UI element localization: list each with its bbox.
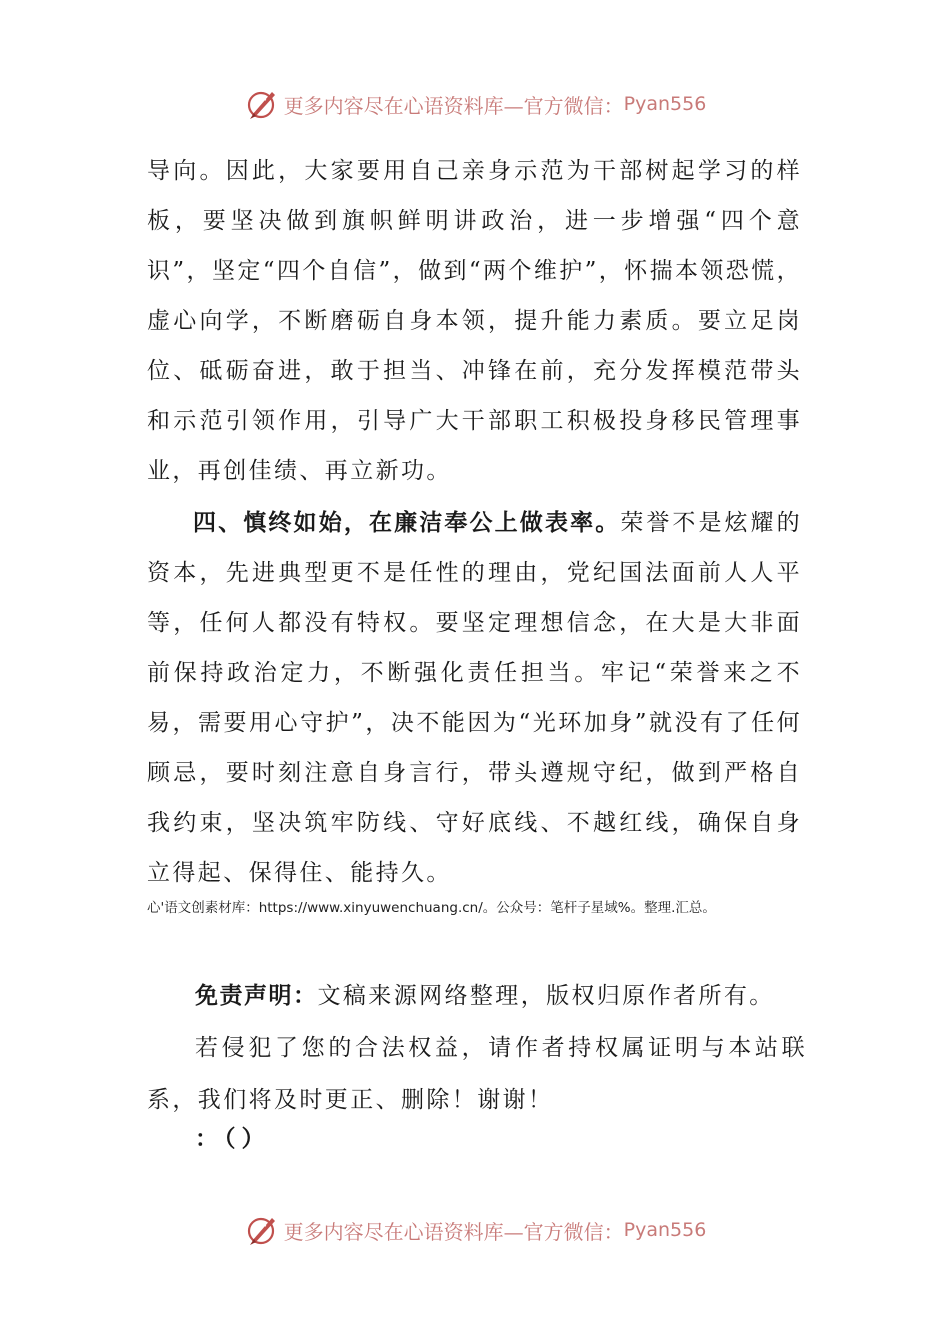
footer-banner (0, 1210, 950, 1250)
body-paragraph-1: 导向。因此，大家要用自己亲身示范为干部树起学习的样板，要坚决做到旗帜鲜明讲政治，进一步增强“四个意识”，坚定“四个自信”，做到“两个维护”，怀揣本领恐慌，虚心向学，不断磨砺自身本领，提升能力素质。要立足岗位、砥砺奋进，敢于担当、冲锋在前，充分发挥模范带头和示范引领作用，引导广大干部职工积极投身移民管理事业，再创佳绩、再立新功。 (147, 158, 802, 484)
body-paragraph-2 (147, 498, 802, 898)
disclaimer-line-1 (147, 970, 807, 1022)
banner-text: 更多内容尽在心语资料库—官方微信： (283, 93, 624, 118)
section-text: 荣誉不是炫耀的资本，先进典型更不是任性的理由，党纪国法面前人人平等，任何人都没有特权。要坚定理想信念，在大是大非面前保持政治定力，不断强化责任担当。牢记“荣誉来之不易，需要用心守护”，决不能因为“光环加身”就没有了任何顾忌，要时刻注意自身言行，带头遵规守纪，做到严格自我约束，坚决筑牢防线、守好底线、不越红线，确保自身立得起、保得住、能持久。 (147, 510, 802, 886)
pen-logo-icon (244, 86, 280, 122)
pen-logo-icon (244, 1212, 280, 1248)
header-banner (0, 84, 950, 124)
section-heading: 四、慎终如始，在廉洁奉公上做表率。 (193, 510, 621, 536)
disclaimer-line-2: 若侵犯了您的合法权益，请作者持权属证明与本站联系，我们将及时更正、删除！谢谢！ (147, 1035, 807, 1113)
source-line: 心'语文创素材库：https://www.xinyuwenchuang.cn/。公众号：笔杆子星域%。整理.汇总。 (147, 900, 716, 916)
banner-wechat-id: Pyan556 (623, 1219, 707, 1241)
disclaimer-text-1: 文稿来源网络整理，版权归原作者所有。 (317, 983, 775, 1009)
banner-wechat-id: Pyan556 (623, 93, 707, 115)
disclaimer-label: 免责声明： (195, 983, 318, 1009)
banner-text: 更多内容尽在心语资料库—官方微信： (283, 1219, 624, 1244)
empty-label: ：（） (195, 1126, 271, 1152)
